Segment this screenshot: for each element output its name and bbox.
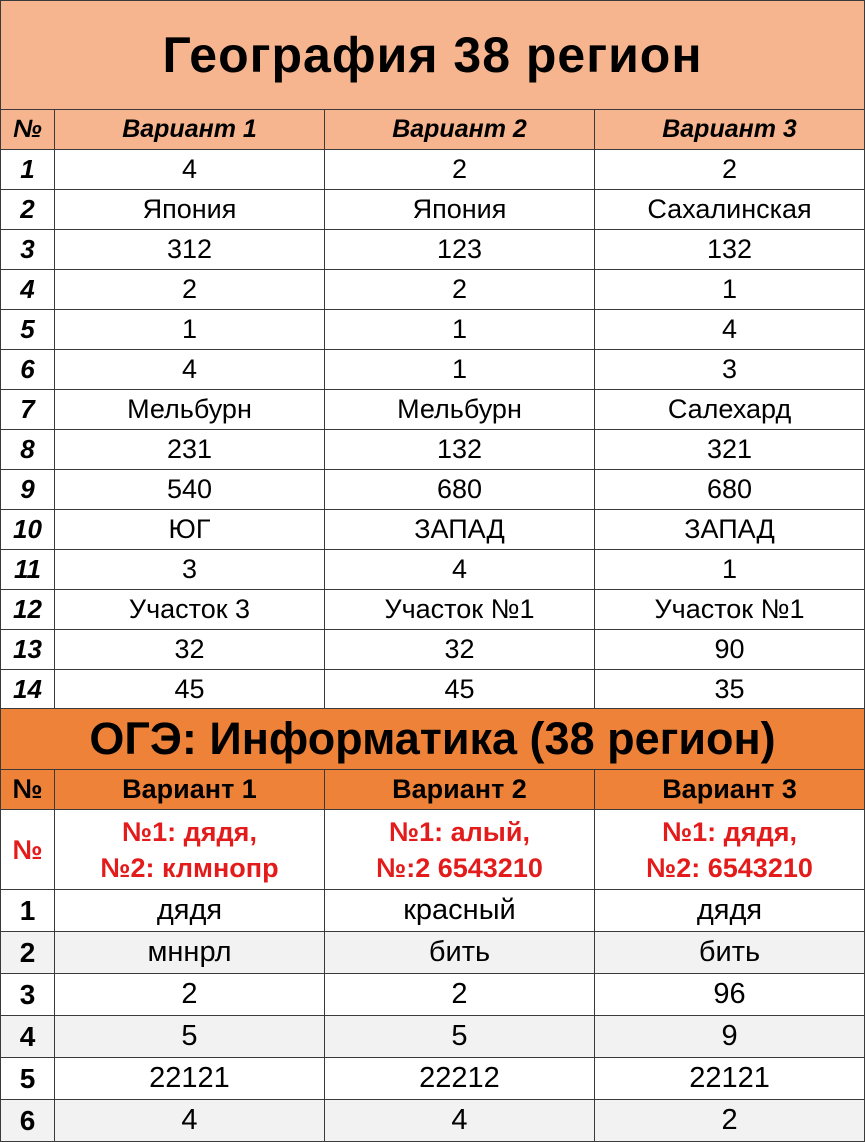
row-number: 2 (1, 932, 55, 974)
note-cell-variant-3 (595, 810, 865, 890)
table-row (1, 470, 865, 510)
answer-cell-variant-2: 123 (325, 230, 595, 270)
answer-cell-variant-2: бить (325, 932, 595, 974)
answer-cell-variant-2: 4 (325, 550, 595, 590)
answer-cell-variant-2: 5 (325, 1016, 595, 1058)
column-header-variant-3: Вариант 3 (595, 770, 865, 810)
table-row (1, 1016, 865, 1058)
column-header-variant-1: Вариант 1 (55, 110, 325, 150)
answer-cell-variant-2: 1 (325, 310, 595, 350)
answer-cell-variant-3: дядя (595, 890, 865, 932)
answer-cell-variant-1: ЮГ (55, 510, 325, 550)
table-row (1, 190, 865, 230)
answer-cell-variant-1: 4 (55, 150, 325, 190)
table-row (1, 932, 865, 974)
answer-cell-variant-1: 1 (55, 310, 325, 350)
answer-cell-variant-1: 5 (55, 1016, 325, 1058)
row-number: 7 (1, 390, 55, 430)
answer-cell-variant-1: 2 (55, 974, 325, 1016)
table-row (1, 150, 865, 190)
note-line: №1: дядя, (122, 816, 257, 847)
answer-cell-variant-1: 4 (55, 350, 325, 390)
answer-cell-variant-2: 4 (325, 1100, 595, 1142)
answer-cell-variant-3: 680 (595, 470, 865, 510)
answer-cell-variant-1: мннрл (55, 932, 325, 974)
table-row (1, 550, 865, 590)
row-number: 9 (1, 470, 55, 510)
table-row (1, 590, 865, 630)
answer-cell-variant-1: 45 (55, 670, 325, 710)
answer-cell-variant-3: Участок №1 (595, 590, 865, 630)
table-row (1, 390, 865, 430)
geography-title-row (1, 1, 865, 110)
row-number: 12 (1, 590, 55, 630)
row-number: 5 (1, 1058, 55, 1100)
row-number: 2 (1, 190, 55, 230)
row-number: 3 (1, 230, 55, 270)
answer-cell-variant-1: Участок 3 (55, 590, 325, 630)
answer-cell-variant-3: 2 (595, 1100, 865, 1142)
answer-cell-variant-1: 312 (55, 230, 325, 270)
column-header-variant-1: Вариант 1 (55, 770, 325, 810)
row-number: 4 (1, 1016, 55, 1058)
column-header-variant-2: Вариант 2 (325, 770, 595, 810)
note-line: №1: дядя, (662, 816, 797, 847)
column-header-variant-3: Вариант 3 (595, 110, 865, 150)
answer-cell-variant-1: 2 (55, 270, 325, 310)
answer-cell-variant-1: 3 (55, 550, 325, 590)
table-row (1, 430, 865, 470)
answer-cell-variant-2: Участок №1 (325, 590, 595, 630)
answer-cell-variant-3: 321 (595, 430, 865, 470)
row-number: 1 (1, 890, 55, 932)
answer-cell-variant-3: 35 (595, 670, 865, 710)
answer-cell-variant-2: красный (325, 890, 595, 932)
row-number: 10 (1, 510, 55, 550)
row-number: 1 (1, 150, 55, 190)
informatics-rows (1, 890, 865, 1142)
informatics-header-row (1, 770, 865, 810)
informatics-title: ОГЭ: Информатика (38 регион) (1, 709, 865, 770)
row-number: 4 (1, 270, 55, 310)
answer-cell-variant-1: 32 (55, 630, 325, 670)
answer-cell-variant-3: 2 (595, 150, 865, 190)
answer-cell-variant-3: 9 (595, 1016, 865, 1058)
note-cell-variant-2 (325, 810, 595, 890)
row-number: 6 (1, 350, 55, 390)
informatics-note-row (1, 810, 865, 890)
row-number: 3 (1, 974, 55, 1016)
table-row (1, 974, 865, 1016)
table-row (1, 1100, 865, 1142)
row-number: 13 (1, 630, 55, 670)
table-row (1, 230, 865, 270)
answer-cell-variant-3: Сахалинская (595, 190, 865, 230)
table-row (1, 890, 865, 932)
column-header-number: № (1, 110, 55, 150)
answer-cell-variant-2: Мельбурн (325, 390, 595, 430)
geography-rows (1, 150, 865, 710)
row-number: 5 (1, 310, 55, 350)
answer-cell-variant-3: ЗАПАД (595, 510, 865, 550)
note-line: №:2 6543210 (376, 852, 543, 883)
note-line: №2: клмнопр (100, 852, 279, 883)
table-row (1, 270, 865, 310)
table-row (1, 350, 865, 390)
column-header-number: № (1, 770, 55, 810)
table-row (1, 670, 865, 710)
answer-cell-variant-2: 32 (325, 630, 595, 670)
answer-cell-variant-2: 45 (325, 670, 595, 710)
geography-title: География 38 регион (1, 1, 865, 110)
answer-cell-variant-2: 2 (325, 150, 595, 190)
answer-cell-variant-3: 4 (595, 310, 865, 350)
row-number: 14 (1, 670, 55, 710)
note-row-number: № (1, 810, 55, 890)
note-line: №2: 6543210 (646, 852, 813, 883)
note-line: №1: алый, (389, 816, 530, 847)
answer-cell-variant-3: Салехард (595, 390, 865, 430)
answer-cell-variant-1: 4 (55, 1100, 325, 1142)
answer-cell-variant-1: 22121 (55, 1058, 325, 1100)
table-row (1, 310, 865, 350)
answer-cell-variant-1: дядя (55, 890, 325, 932)
row-number: 8 (1, 430, 55, 470)
answer-cell-variant-3: 1 (595, 270, 865, 310)
answer-cell-variant-2: 2 (325, 974, 595, 1016)
informatics-answers-table (0, 708, 865, 1142)
note-cell-variant-1 (55, 810, 325, 890)
answer-cell-variant-3: 132 (595, 230, 865, 270)
answer-cell-variant-2: 680 (325, 470, 595, 510)
column-header-variant-2: Вариант 2 (325, 110, 595, 150)
answer-cell-variant-3: 96 (595, 974, 865, 1016)
answer-cell-variant-2: 132 (325, 430, 595, 470)
answer-cell-variant-1: 231 (55, 430, 325, 470)
answer-cell-variant-1: Япония (55, 190, 325, 230)
answer-cell-variant-1: Мельбурн (55, 390, 325, 430)
row-number: 11 (1, 550, 55, 590)
answer-cell-variant-2: 2 (325, 270, 595, 310)
answer-cell-variant-3: 22121 (595, 1058, 865, 1100)
table-row (1, 630, 865, 670)
table-row (1, 510, 865, 550)
answer-cell-variant-2: 22212 (325, 1058, 595, 1100)
answer-cell-variant-2: Япония (325, 190, 595, 230)
row-number: 6 (1, 1100, 55, 1142)
informatics-title-row (1, 709, 865, 770)
answer-cell-variant-1: 540 (55, 470, 325, 510)
answer-cell-variant-3: 90 (595, 630, 865, 670)
answer-cell-variant-2: ЗАПАД (325, 510, 595, 550)
geography-header-row (1, 110, 865, 150)
answer-cell-variant-3: 3 (595, 350, 865, 390)
answer-cell-variant-2: 1 (325, 350, 595, 390)
answer-cell-variant-3: 1 (595, 550, 865, 590)
answer-cell-variant-3: бить (595, 932, 865, 974)
table-row (1, 1058, 865, 1100)
